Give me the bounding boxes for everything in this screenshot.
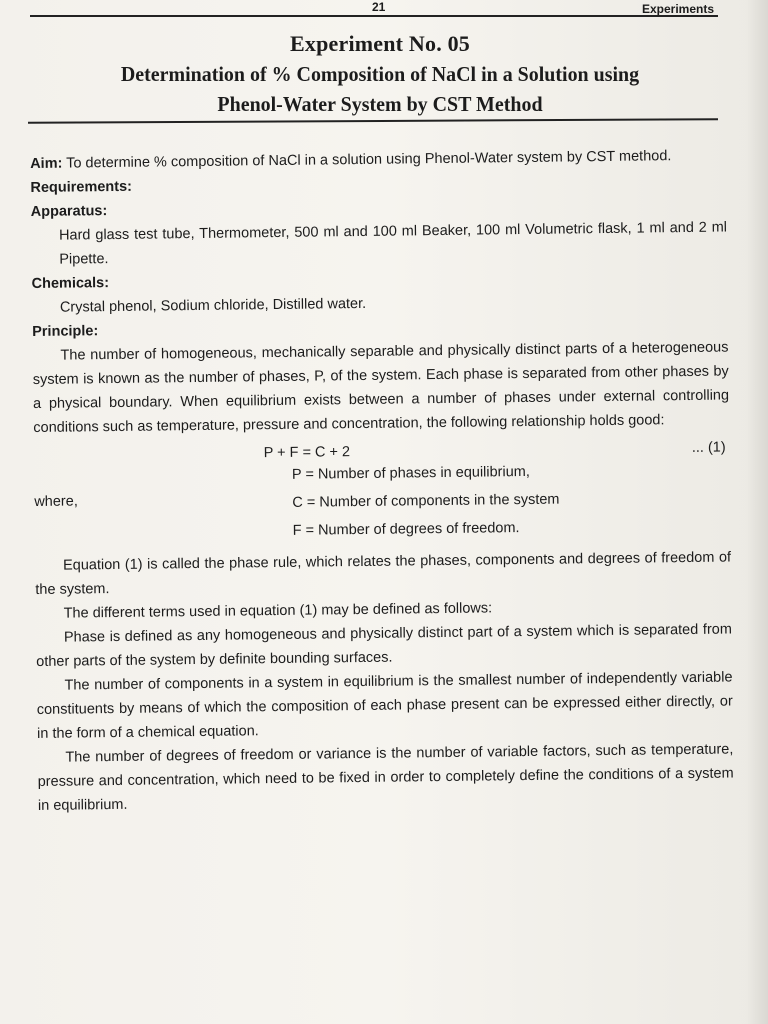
requirements-heading: Requirements:	[30, 178, 133, 196]
document-body	[30, 143, 734, 817]
title-rule	[28, 118, 718, 124]
definition-p: P = Number of phases in equilibrium,	[291, 463, 530, 483]
aim-label: Aim:	[30, 155, 63, 172]
components-definition-paragraph: The number of components in a system in equilibrium is the smallest number of independently variable constituents by means of which the composition of each phase present can be expressed either directly, or in the form of a chemical equation.	[36, 669, 733, 742]
experiment-title-block	[60, 30, 700, 118]
page-shadow	[746, 0, 768, 1024]
phase-definition-paragraph: Phase is defined as any homogeneous and physically distinct part of a system which is separated from other parts of the system by definite bounding surfaces.	[36, 621, 732, 670]
experiment-title-line-2: Phenol-Water System by CST Method	[217, 92, 543, 116]
where-label: where,	[34, 493, 78, 510]
header-rule	[30, 15, 718, 17]
aim-text: To determine % composition of NaCl in a solution using Phenol-Water system by CST method.	[66, 148, 672, 172]
running-head: Experiments	[641, 2, 714, 16]
experiment-title-line-1: Determination of % Composition of NaCl in a Solution using	[120, 62, 640, 86]
degrees-of-freedom-paragraph: The number of degrees of freedom or variance is the number of variable factors, such as temperature, pressure and concentration, which need to be fixed in order to completely define the conditions of a system in equilibrium.	[37, 741, 734, 814]
equation-number: ... (1)	[691, 439, 726, 456]
experiment-number: Experiment No. 05	[290, 31, 470, 56]
page-number: 21	[372, 0, 386, 14]
principle-paragraph-1: The number of homogeneous, mechanically separable and physically distinct parts of a heterogeneous system is known as the number of phases, P, of the system. Each phase is separated from other phases by a physical boundary. When equilibrium exists between a number of phases under external controlling conditions such as temperature, pressure and concentration, the following relationship holds good:	[32, 339, 730, 436]
chemicals-heading: Chemicals:	[31, 275, 110, 292]
apparatus-text: Hard glass test tube, Thermometer, 500 ml and 100 ml Beaker, 100 ml Volumetric flask, 1 ml and 2 ml Pipette.	[58, 219, 728, 268]
principle-paragraph-3: The different terms used in equation (1) may be defined as follows:	[63, 600, 493, 622]
principle-paragraph-2: Equation (1) is called the phase rule, which relates the phases, components and degrees of freedom of the system.	[35, 549, 732, 598]
definition-f: F = Number of degrees of freedom.	[292, 520, 520, 539]
definition-c: C = Number of components in the system	[292, 491, 560, 511]
phase-rule-equation-block	[34, 435, 731, 553]
chemicals-text: Crystal phenol, Sodium chloride, Distilled water.	[59, 295, 367, 316]
apparatus-heading: Apparatus:	[30, 203, 108, 220]
page-header	[0, 0, 768, 22]
principle-heading: Principle:	[32, 323, 99, 340]
phase-rule-equation: P + F = C + 2	[263, 444, 351, 462]
